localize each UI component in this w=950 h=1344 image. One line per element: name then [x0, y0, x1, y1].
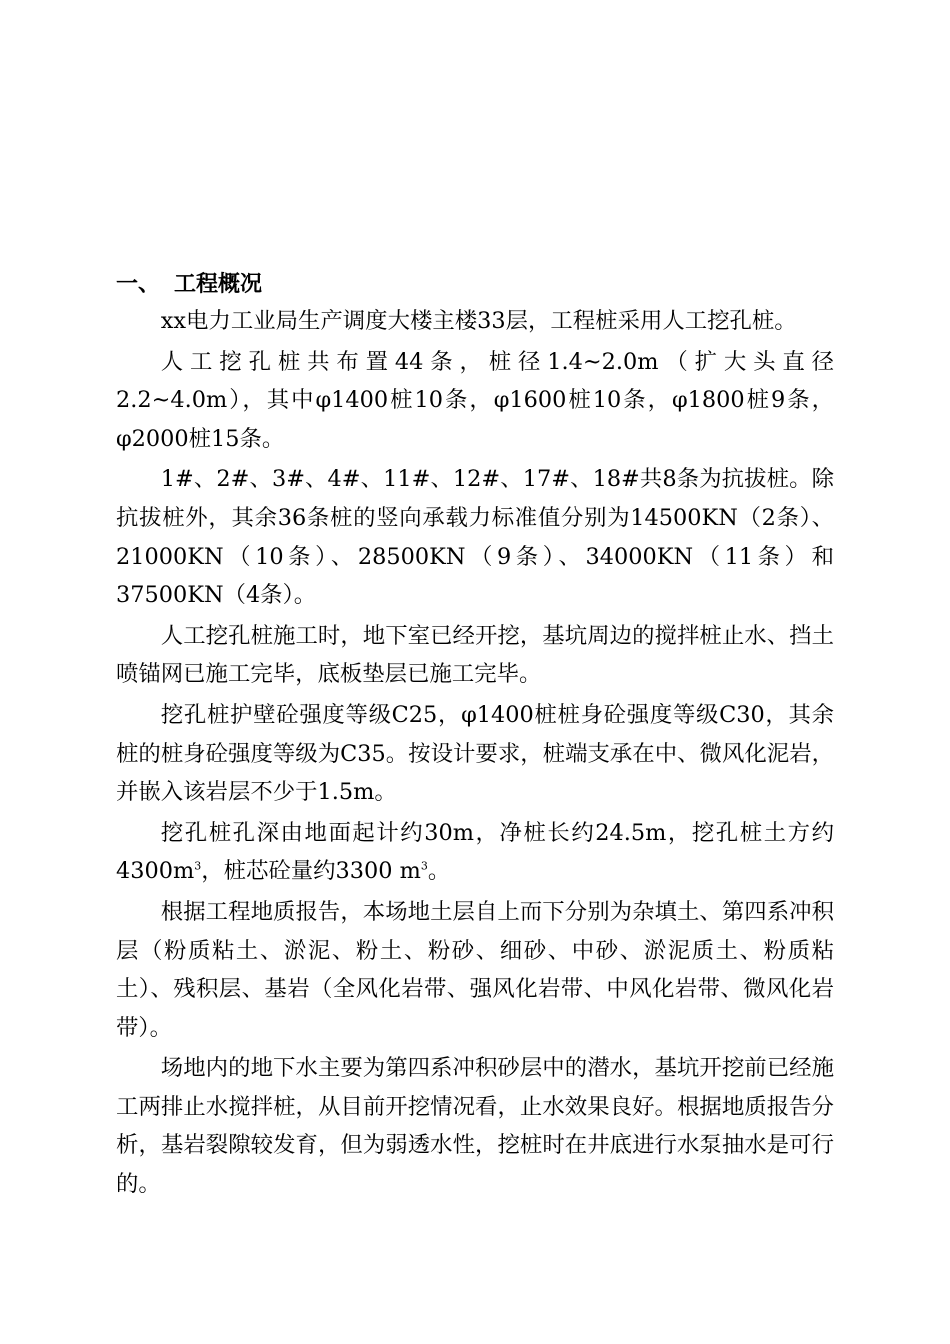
volume-text-2: ，桩芯砼量约3300 m: [201, 858, 421, 885]
volume-text-1: 挖孔桩孔深由地面起计约30m，净桩长约24.5m，挖孔桩土方约4300m: [116, 819, 834, 885]
paragraph-groundwater: 场地内的地下水主要为第四系冲积砂层中的潜水，基坑开挖前已经施工两排止水搅拌桩，从目前开挖情况看，止水效果良好。根据地质报告分析，基岩裂隙较发育，但为弱透水性，挖桩时在井底进行水泵抽水是可行的。: [116, 1055, 834, 1198]
paragraph-uplift-piles: 1#、2#、3#、4#、11#、12#、17#、18#共8条为抗拔桩。除抗拔桩外，其余36条桩的竖向承载力标准值分别为14500KN（2条）、21000KN（10条）、28500KN（9条）、34000KN（11条）和37500KN（4条）。: [116, 466, 834, 609]
section-title: 工程概况: [174, 272, 263, 297]
cubic-superscript-2: 3: [420, 859, 428, 873]
document-page: [116, 266, 834, 1206]
section-number: 一、: [116, 272, 161, 297]
paragraph-project-intro: xx电力工业局生产调度大楼主楼33层，工程桩采用人工挖孔桩。: [160, 308, 797, 334]
paragraph-geology: 根据工程地质报告，本场地土层自上而下分别为杂填土、第四系冲积层（粉质粘土、淤泥、粉土、粉砂、细砂、中砂、淤泥质土、粉质粘土）、残积层、基岩（全风化岩带、强风化岩带、中风化岩带、微风化岩带）。: [116, 898, 834, 1041]
cubic-superscript-1: 3: [194, 859, 202, 873]
volume-text-3: 。: [427, 858, 451, 885]
paragraph-construction-status: 人工挖孔桩施工时，地下室已经开挖，基坑周边的搅拌桩止水、挡土喷锚网已施工完毕，底板垫层已施工完毕。: [116, 622, 834, 688]
section-heading: [116, 266, 834, 304]
paragraph-volume: [116, 814, 834, 891]
paragraph-concrete-grade: 挖孔桩护壁砼强度等级C25，φ1400桩桩身砼强度等级C30，其余桩的桩身砼强度等级为C35。按设计要求，桩端支承在中、微风化泥岩，并嵌入该岩层不少于1.5m。: [116, 701, 834, 806]
paragraph-pile-layout: 人工挖孔桩共布置44条，桩径1.4~2.0m（扩大头直径2.2~4.0m），其中φ1400桩10条，φ1600桩10条，φ1800桩9条，φ2000桩15条。: [116, 348, 834, 452]
